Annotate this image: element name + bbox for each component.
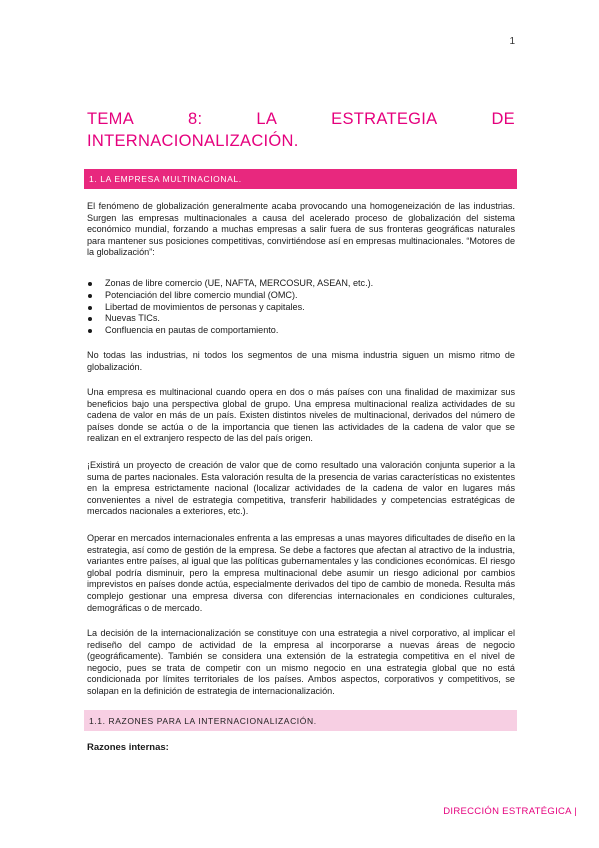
bullet-list bbox=[87, 278, 515, 337]
body-paragraph bbox=[87, 628, 515, 698]
body-paragraph bbox=[87, 387, 515, 445]
list-item bbox=[87, 278, 515, 290]
title-line-2: INTERNACIONALIZACIÓN. bbox=[87, 132, 299, 150]
list-item bbox=[87, 313, 515, 325]
page-title bbox=[87, 108, 515, 152]
title-word: DE bbox=[491, 110, 515, 128]
paragraph-intro: El fenómeno de globalización generalmente acaba provocando una homogeneización de las industrias. Surgen las empresas multinacionales a causa del acelerado proceso de globalización del sistema económico mundial, forzando a muchas empresas a salir fuera de sus fronteras geográficas naturales para mantener sus posiciones competitivas, convirtiéndose así en empresas multinacionales. “Motores de la globalización”: bbox=[87, 201, 515, 258]
paragraph-value-creation: ¡Existirá un proyecto de creación de valor que de como resultado una valoración conjunta superior a la suma de partes nacionales. Esta valoración resulta de la presencia de varias características no existentes en la empresa estrictamente nacional (localizar actividades de la cadena de valor en lugares más convenientes a nivel de estrategia competitiva, transferir habilidades y competencias estratégicas de mercados nacionales a exteriores, etc.). bbox=[87, 460, 515, 517]
title-word: 8: bbox=[188, 110, 203, 128]
body-paragraph bbox=[87, 201, 515, 259]
paragraph-multinational-definition: Una empresa es multinacional cuando opera en dos o más países con una finalidad de maximizar sus beneficios bajo una perspectiva global de grupo. Una empresa multinacional realiza actividades de su cadena de valor en más de un país. Existen distintos niveles de multinacional, derivados del número de países donde se actúa o de la importancia que tienen las actividades de la cadena de valor que se realizan en el extranjero respecto de las del país origen. bbox=[87, 387, 515, 444]
footer-course-name: DIRECCIÓN ESTRATÉGICA | bbox=[443, 806, 577, 817]
body-paragraph bbox=[87, 533, 515, 614]
bullet-icon bbox=[88, 306, 92, 310]
body-paragraph bbox=[87, 460, 515, 518]
title-word: LA bbox=[256, 110, 278, 128]
list-item bbox=[87, 325, 515, 337]
body-paragraph bbox=[87, 350, 515, 373]
section-heading-1-1: 1.1. RAZONES PARA LA INTERNACIONALIZACIÓN. bbox=[84, 710, 517, 731]
page-number: 1 bbox=[509, 36, 515, 47]
bullet-icon bbox=[88, 317, 92, 321]
title-word: TEMA bbox=[87, 110, 135, 128]
list-item-text: Nuevas TICs. bbox=[105, 313, 160, 324]
list-item bbox=[87, 290, 515, 302]
section-heading-1: 1. LA EMPRESA MULTINACIONAL. bbox=[84, 169, 517, 189]
bullet-icon bbox=[88, 294, 92, 298]
bullet-icon bbox=[88, 329, 92, 333]
paragraph-globalization-rhythm: No todas las industrias, ni todos los segmentos de una misma industria siguen un mismo ritmo de globalización. bbox=[87, 350, 515, 372]
list-item bbox=[87, 302, 515, 314]
list-item-text: Libertad de movimientos de personas y capitales. bbox=[105, 301, 305, 312]
paragraph-internationalization-decision: La decisión de la internacionalización se constituye con una estrategia a nivel corporativo, al implicar el rediseño del campo de actividad de la empresa al incorporarse a nuevas áreas de negocio (geográficamente). También se considera una extensión de la estrategia competitiva en el nivel de negocio, pues se trata de competir con un mismo negocio en una estrategia global que no está condicionada por límites territoriales de los países. Ambos aspectos, corporativos y competitivos, se solapan en la definición de estrategia de internacionalización. bbox=[87, 628, 515, 696]
list-item-text: Confluencia en pautas de comportamiento. bbox=[105, 325, 279, 336]
subheading-internal-reasons: Razones internas: bbox=[87, 742, 169, 753]
list-item-text: Potenciación del libre comercio mundial (OMC). bbox=[105, 289, 298, 300]
title-word: ESTRATEGIA bbox=[331, 110, 438, 128]
paragraph-international-markets: Operar en mercados internacionales enfrenta a las empresas a unas mayores dificultades de diseño en la estrategia, así como de gestión de la empresa. Se debe a factores que afectan al atractivo de la industria, variantes entre países, al igual que las políticas gubernamentales y las condiciones económicas. El riesgo global podría disminuir, pero la empresa multinacional debe asumir un riesgo adicional por cambios imprevistos en países donde actúa, especialmente derivados del tipo de cambio de moneda. Resulta más complejo gestionar una empresa diversa con diferencias internacionales en condiciones culturales, demográficas o de mercado. bbox=[87, 533, 515, 613]
title-line-1 bbox=[87, 108, 515, 130]
list-item-text: Zonas de libre comercio (UE, NAFTA, MERCOSUR, ASEAN, etc.). bbox=[105, 278, 374, 288]
bullet-icon bbox=[88, 282, 92, 286]
